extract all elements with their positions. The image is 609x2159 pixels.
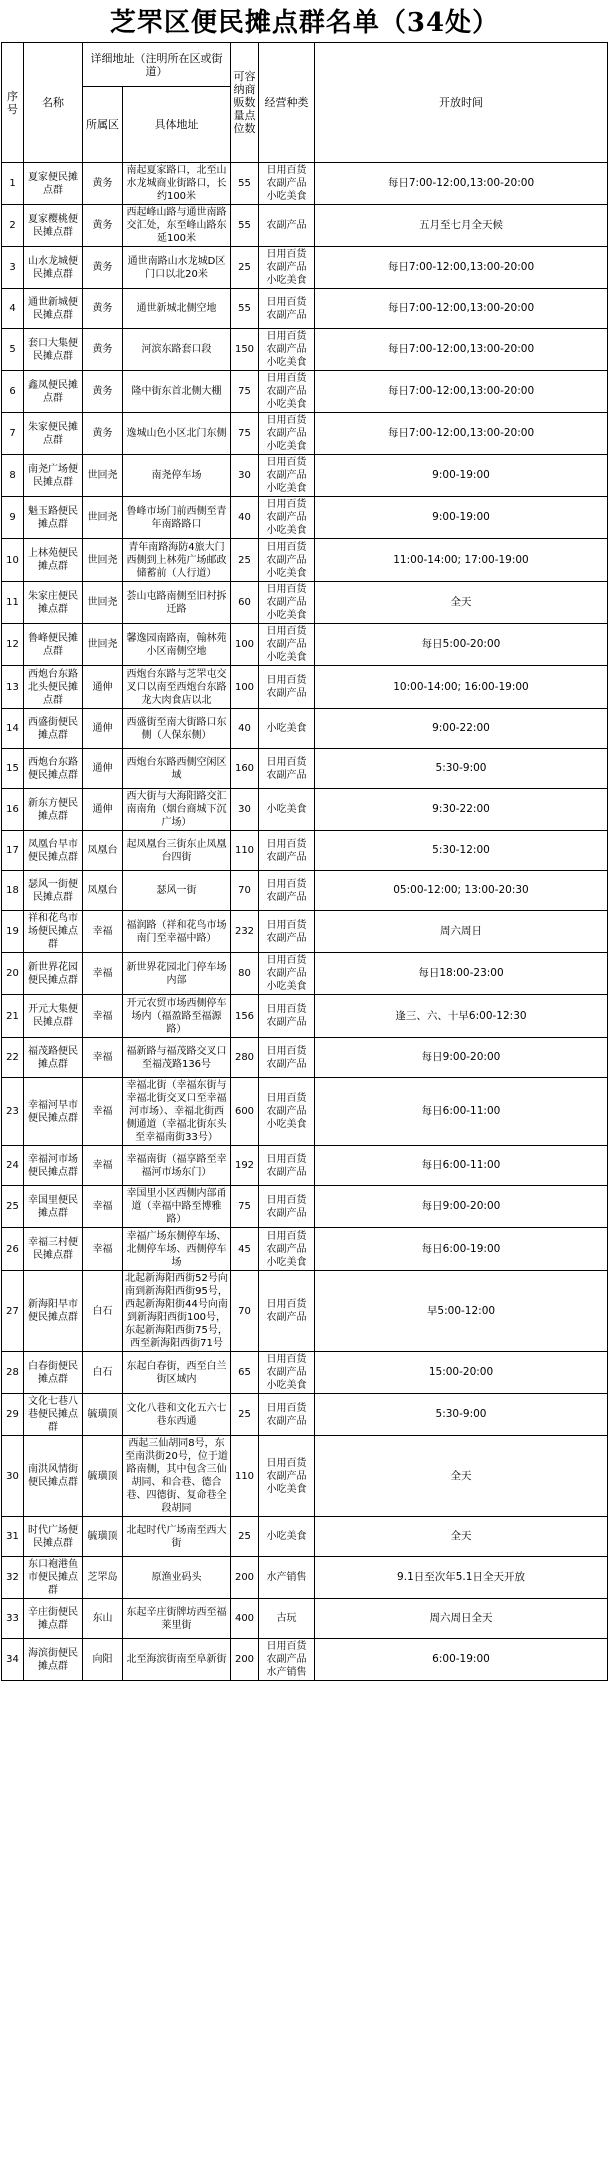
row-address: 福润路（祥和花鸟市场南门至幸福中路） [123, 911, 231, 953]
row-capacity: 150 [231, 329, 259, 371]
row-seq: 31 [2, 1517, 24, 1557]
row-district: 黄务 [83, 205, 123, 247]
row-district: 白石 [83, 1352, 123, 1394]
row-hours: 每日7:00-12:00,13:00-20:00 [315, 329, 608, 371]
table-row [2, 1517, 608, 1557]
row-goods: 日用百货 农副产品 小吃美食 [259, 953, 315, 995]
row-hours: 周六周日全天 [315, 1599, 608, 1639]
row-address: 原渔业码头 [123, 1557, 231, 1599]
row-address: 幸福北街（幸福东街与幸福北街交叉口至幸福河市场）、幸福北街西侧通道（幸福北街东头至幸福南街33号） [123, 1078, 231, 1146]
row-capacity: 30 [231, 789, 259, 831]
row-district: 通伸 [83, 666, 123, 709]
table-row [2, 953, 608, 995]
row-goods: 日用百货 农副产品 小吃美食 [259, 1436, 315, 1517]
row-name: 西炮台东路便民摊点群 [24, 749, 83, 789]
row-hours: 5:30-12:00 [315, 831, 608, 871]
row-seq: 20 [2, 953, 24, 995]
row-seq: 33 [2, 1599, 24, 1639]
row-seq: 4 [2, 289, 24, 329]
row-goods: 日用百货 农副产品 小吃美食 [259, 624, 315, 666]
row-seq: 5 [2, 329, 24, 371]
table-row [2, 1436, 608, 1517]
row-capacity: 110 [231, 1436, 259, 1517]
row-capacity: 100 [231, 624, 259, 666]
row-name: 福茂路便民摊点群 [24, 1038, 83, 1078]
row-hours: 15:00-20:00 [315, 1352, 608, 1394]
row-goods: 日用百货 农副产品 [259, 749, 315, 789]
row-address: 开元农贸市场西侧停车场内（福盈路至福源路） [123, 995, 231, 1038]
row-district: 通伸 [83, 749, 123, 789]
row-capacity: 160 [231, 749, 259, 789]
row-goods: 日用百货 农副产品 小吃美食 [259, 371, 315, 413]
row-hours: 9:00-19:00 [315, 455, 608, 497]
row-hours: 每日6:00-11:00 [315, 1146, 608, 1186]
row-goods: 日用百货 农副产品 [259, 1271, 315, 1352]
row-hours: 05:00-12:00; 13:00-20:30 [315, 871, 608, 911]
row-name: 东口袍港鱼市便民摊点群 [24, 1557, 83, 1599]
row-district: 世回尧 [83, 497, 123, 539]
row-capacity: 192 [231, 1146, 259, 1186]
table-row [2, 1186, 608, 1228]
row-district: 幸福 [83, 1078, 123, 1146]
table-row [2, 831, 608, 871]
table-row [2, 582, 608, 624]
row-seq: 1 [2, 163, 24, 205]
table-row [2, 911, 608, 953]
row-district: 幸福 [83, 1186, 123, 1228]
row-address: 通世新城北侧空地 [123, 289, 231, 329]
row-address: 东起白春街，西至白兰街区域内 [123, 1352, 231, 1394]
row-name: 西炮台东路北头便民摊点群 [24, 666, 83, 709]
row-address: 北起时代广场南至西大街 [123, 1517, 231, 1557]
row-district: 黄务 [83, 329, 123, 371]
table-row [2, 497, 608, 539]
row-address: 河滨东路套口段 [123, 329, 231, 371]
table-row [2, 789, 608, 831]
row-seq: 26 [2, 1228, 24, 1271]
row-address: 幸福南街（福享路至幸福河市场东门） [123, 1146, 231, 1186]
row-name: 鑫凤便民摊点群 [24, 371, 83, 413]
row-capacity: 25 [231, 539, 259, 582]
row-district: 凤凰台 [83, 871, 123, 911]
row-district: 毓璜顶 [83, 1436, 123, 1517]
row-district: 黄务 [83, 289, 123, 329]
row-name: 套口大集便民摊点群 [24, 329, 83, 371]
row-seq: 14 [2, 709, 24, 749]
row-address: 瑟风一街 [123, 871, 231, 911]
table-row [2, 371, 608, 413]
table-row [2, 413, 608, 455]
row-name: 幸福河早市便民摊点群 [24, 1078, 83, 1146]
row-district: 幸福 [83, 911, 123, 953]
row-seq: 18 [2, 871, 24, 911]
row-capacity: 100 [231, 666, 259, 709]
row-address: 南起夏家路口，北至山水龙城商业街路口，长约100米 [123, 163, 231, 205]
row-capacity: 80 [231, 953, 259, 995]
row-hours: 全天 [315, 582, 608, 624]
row-name: 夏家便民摊点群 [24, 163, 83, 205]
row-district: 芝罘岛 [83, 1557, 123, 1599]
row-seq: 11 [2, 582, 24, 624]
row-name: 辛庄街便民摊点群 [24, 1599, 83, 1639]
row-address: 逸城山色小区北门东侧 [123, 413, 231, 455]
row-seq: 16 [2, 789, 24, 831]
row-district: 通伸 [83, 789, 123, 831]
row-address: 西大街与大海阳路交汇南南角（烟台商城下沉广场） [123, 789, 231, 831]
table-row [2, 205, 608, 247]
row-goods: 水产销售 [259, 1557, 315, 1599]
row-district: 黄务 [83, 163, 123, 205]
row-goods: 日用百货 农副产品 [259, 1038, 315, 1078]
row-name: 凤凰台早市便民摊点群 [24, 831, 83, 871]
row-goods: 日用百货 农副产品 [259, 911, 315, 953]
row-address: 青年南路海防4旅大门西侧到上林苑广场邮政储蓄前（人行道） [123, 539, 231, 582]
row-district: 世回尧 [83, 624, 123, 666]
row-name: 朱家便民摊点群 [24, 413, 83, 455]
row-address: 北起新海阳西街52号向南到新海阳西街95号，西起新海阳街44号向南到新海阳西街100号，东起新海阳西街75号，西至新海阳西街71号 [123, 1271, 231, 1352]
row-goods: 日用百货 农副产品 小吃美食 [259, 247, 315, 289]
row-capacity: 75 [231, 1186, 259, 1228]
row-name: 南洪风情街便民摊点群 [24, 1436, 83, 1517]
row-goods: 日用百货 农副产品 小吃美食 [259, 539, 315, 582]
row-hours: 每日18:00-23:00 [315, 953, 608, 995]
row-district: 黄务 [83, 371, 123, 413]
row-goods: 日用百货 农副产品 水产销售 [259, 1639, 315, 1681]
table-row [2, 1639, 608, 1681]
row-name: 新世界花园便民摊点群 [24, 953, 83, 995]
row-seq: 25 [2, 1186, 24, 1228]
row-seq: 21 [2, 995, 24, 1038]
row-name: 海滨街便民摊点群 [24, 1639, 83, 1681]
table-row [2, 1394, 608, 1436]
row-capacity: 280 [231, 1038, 259, 1078]
row-hours: 每日7:00-12:00,13:00-20:00 [315, 289, 608, 329]
row-address: 西盛街至南大街路口东侧（人保东侧） [123, 709, 231, 749]
row-seq: 12 [2, 624, 24, 666]
row-district: 毓璜顶 [83, 1394, 123, 1436]
row-hours: 11:00-14:00; 17:00-19:00 [315, 539, 608, 582]
row-capacity: 45 [231, 1228, 259, 1271]
row-goods: 日用百货 农副产品 小吃美食 [259, 1228, 315, 1271]
row-district: 幸福 [83, 1146, 123, 1186]
row-name: 开元大集便民摊点群 [24, 995, 83, 1038]
row-seq: 17 [2, 831, 24, 871]
row-hours: 每日7:00-12:00,13:00-20:00 [315, 247, 608, 289]
row-hours: 每日6:00-19:00 [315, 1228, 608, 1271]
row-name: 上林苑便民摊点群 [24, 539, 83, 582]
row-seq: 15 [2, 749, 24, 789]
table-row [2, 624, 608, 666]
row-address: 通世南路山水龙城D区门口以北20米 [123, 247, 231, 289]
row-goods: 古玩 [259, 1599, 315, 1639]
header-capacity: 可容纳商贩数量点位数 [231, 43, 259, 163]
header-hours: 开放时间 [315, 43, 608, 163]
table-row [2, 666, 608, 709]
row-district: 黄务 [83, 247, 123, 289]
header-goods: 经营种类 [259, 43, 315, 163]
row-goods: 日用百货 农副产品 小吃美食 [259, 1352, 315, 1394]
row-address: 北至海滨街南至阜新街 [123, 1639, 231, 1681]
row-hours: 周六周日 [315, 911, 608, 953]
table-row [2, 1038, 608, 1078]
row-hours: 5:30-9:00 [315, 749, 608, 789]
row-address: 西起三仙胡同8号，东至南洪街20号，位于道路南侧，其中包含三仙胡同、和合巷、德合巷、四德街、复命巷全段胡同 [123, 1436, 231, 1517]
row-name: 文化七巷八巷便民摊点群 [24, 1394, 83, 1436]
row-capacity: 70 [231, 871, 259, 911]
header-name: 名称 [24, 43, 83, 163]
table-row [2, 709, 608, 749]
row-seq: 32 [2, 1557, 24, 1599]
row-hours: 9:30-22:00 [315, 789, 608, 831]
row-district: 黄务 [83, 413, 123, 455]
row-goods: 日用百货 农副产品 小吃美食 [259, 497, 315, 539]
row-district: 凤凰台 [83, 831, 123, 871]
row-capacity: 25 [231, 247, 259, 289]
table-row [2, 1228, 608, 1271]
row-goods: 小吃美食 [259, 789, 315, 831]
row-capacity: 25 [231, 1517, 259, 1557]
row-capacity: 600 [231, 1078, 259, 1146]
table-row [2, 1271, 608, 1352]
table-row [2, 749, 608, 789]
row-capacity: 200 [231, 1639, 259, 1681]
row-district: 毓璜顶 [83, 1517, 123, 1557]
row-seq: 8 [2, 455, 24, 497]
row-seq: 28 [2, 1352, 24, 1394]
row-address: 鲁峰市场门前西侧至青年南路路口 [123, 497, 231, 539]
row-hours: 每日6:00-11:00 [315, 1078, 608, 1146]
row-goods: 日用百货 农副产品 小吃美食 [259, 582, 315, 624]
table-row [2, 247, 608, 289]
row-hours: 逢三、六、十早6:00-12:30 [315, 995, 608, 1038]
row-seq: 13 [2, 666, 24, 709]
row-capacity: 400 [231, 1599, 259, 1639]
row-goods: 日用百货 农副产品 小吃美食 [259, 413, 315, 455]
table-row [2, 1557, 608, 1599]
row-hours: 五月至七月全天候 [315, 205, 608, 247]
row-goods: 日用百货 农副产品 [259, 1186, 315, 1228]
row-seq: 7 [2, 413, 24, 455]
row-capacity: 40 [231, 497, 259, 539]
row-capacity: 40 [231, 709, 259, 749]
row-district: 幸福 [83, 1228, 123, 1271]
row-goods: 小吃美食 [259, 1517, 315, 1557]
header-address: 详细地址（注明所在区或街道） [83, 43, 231, 87]
row-hours: 每日7:00-12:00,13:00-20:00 [315, 413, 608, 455]
row-name: 朱家庄便民摊点群 [24, 582, 83, 624]
row-capacity: 30 [231, 455, 259, 497]
row-capacity: 55 [231, 163, 259, 205]
row-goods: 日用百货 农副产品 [259, 1394, 315, 1436]
row-name: 白春街便民摊点群 [24, 1352, 83, 1394]
row-seq: 10 [2, 539, 24, 582]
table-row [2, 871, 608, 911]
row-seq: 6 [2, 371, 24, 413]
row-seq: 22 [2, 1038, 24, 1078]
row-name: 通世新城便民摊点群 [24, 289, 83, 329]
row-hours: 每日5:00-20:00 [315, 624, 608, 666]
row-capacity: 75 [231, 413, 259, 455]
row-name: 祥和花鸟市场便民摊点群 [24, 911, 83, 953]
row-goods: 日用百货 农副产品 [259, 995, 315, 1038]
header-specific-address: 具体地址 [123, 87, 231, 163]
row-hours: 9:00-22:00 [315, 709, 608, 749]
market-table [1, 42, 608, 1681]
row-hours: 每日7:00-12:00,13:00-20:00 [315, 163, 608, 205]
page-title: 芝罘区便民摊点群名单（34处） [109, 7, 500, 38]
row-address: 西炮台东路与芝罘屯交叉口以南至西炮台东路龙大肉食店以北 [123, 666, 231, 709]
row-name: 幸国里便民摊点群 [24, 1186, 83, 1228]
row-seq: 34 [2, 1639, 24, 1681]
table-row [2, 1599, 608, 1639]
row-address: 新世界花园北门停车场内部 [123, 953, 231, 995]
row-district: 向阳 [83, 1639, 123, 1681]
row-district: 幸福 [83, 953, 123, 995]
row-seq: 2 [2, 205, 24, 247]
row-address: 幸国里小区西侧内部甬道（幸福中路至博雅路） [123, 1186, 231, 1228]
row-district: 幸福 [83, 1038, 123, 1078]
row-district: 白石 [83, 1271, 123, 1352]
row-seq: 9 [2, 497, 24, 539]
row-seq: 24 [2, 1146, 24, 1186]
row-goods: 小吃美食 [259, 709, 315, 749]
row-district: 东山 [83, 1599, 123, 1639]
row-address: 隆中街东首北侧大棚 [123, 371, 231, 413]
row-capacity: 200 [231, 1557, 259, 1599]
row-address: 西起峰山路与通世南路交汇处，东至峰山路东延100米 [123, 205, 231, 247]
row-address: 南尧停车场 [123, 455, 231, 497]
table-row [2, 329, 608, 371]
row-goods: 日用百货 农副产品 [259, 871, 315, 911]
row-name: 新东方便民摊点群 [24, 789, 83, 831]
header-district: 所属区 [83, 87, 123, 163]
row-capacity: 60 [231, 582, 259, 624]
row-hours: 每日7:00-12:00,13:00-20:00 [315, 371, 608, 413]
row-goods: 日用百货 农副产品 [259, 831, 315, 871]
row-hours: 全天 [315, 1436, 608, 1517]
row-seq: 29 [2, 1394, 24, 1436]
row-address: 幸福广场东侧停车场、北侧停车场、西侧停车场 [123, 1228, 231, 1271]
table-row [2, 1146, 608, 1186]
table-row [2, 455, 608, 497]
row-hours: 全天 [315, 1517, 608, 1557]
row-name: 时代广场便民摊点群 [24, 1517, 83, 1557]
row-address: 文化八巷和文化五六七巷东西通 [123, 1394, 231, 1436]
header-seq: 序号 [2, 43, 24, 163]
row-address: 福新路与福茂路交叉口至福茂路136号 [123, 1038, 231, 1078]
row-capacity: 65 [231, 1352, 259, 1394]
row-seq: 23 [2, 1078, 24, 1146]
row-goods: 日用百货 农副产品 小吃美食 [259, 455, 315, 497]
row-name: 新海阳早市便民摊点群 [24, 1271, 83, 1352]
row-goods: 日用百货 农副产品 小吃美食 [259, 163, 315, 205]
row-address: 荟山屯路南侧至旧村拆迁路 [123, 582, 231, 624]
table-row [2, 289, 608, 329]
row-capacity: 55 [231, 205, 259, 247]
row-goods: 日用百货 农副产品 [259, 1146, 315, 1186]
row-seq: 27 [2, 1271, 24, 1352]
row-goods: 日用百货 农副产品 小吃美食 [259, 329, 315, 371]
row-capacity: 232 [231, 911, 259, 953]
row-address: 馨逸园南路南，翰林苑小区南侧空地 [123, 624, 231, 666]
row-hours: 每日9:00-20:00 [315, 1186, 608, 1228]
row-address: 西炮台东路西侧空闲区域 [123, 749, 231, 789]
table-row [2, 1352, 608, 1394]
row-capacity: 110 [231, 831, 259, 871]
row-capacity: 75 [231, 371, 259, 413]
row-name: 鲁峰便民摊点群 [24, 624, 83, 666]
row-capacity: 156 [231, 995, 259, 1038]
row-capacity: 55 [231, 289, 259, 329]
row-district: 世回尧 [83, 582, 123, 624]
row-goods: 农副产品 [259, 205, 315, 247]
row-goods: 日用百货 农副产品 小吃美食 [259, 1078, 315, 1146]
row-district: 幸福 [83, 995, 123, 1038]
row-goods: 日用百货 农副产品 [259, 666, 315, 709]
row-hours: 6:00-19:00 [315, 1639, 608, 1681]
row-name: 幸福三村便民摊点群 [24, 1228, 83, 1271]
row-name: 瑟风一街便民摊点群 [24, 871, 83, 911]
row-hours: 9.1日至次年5.1日全天开放 [315, 1557, 608, 1599]
row-name: 夏家樱桃便民摊点群 [24, 205, 83, 247]
row-goods: 日用百货 农副产品 [259, 289, 315, 329]
table-row [2, 539, 608, 582]
row-hours: 早5:00-12:00 [315, 1271, 608, 1352]
row-hours: 9:00-19:00 [315, 497, 608, 539]
row-district: 世回尧 [83, 539, 123, 582]
row-hours: 10:00-14:00; 16:00-19:00 [315, 666, 608, 709]
row-capacity: 25 [231, 1394, 259, 1436]
row-capacity: 70 [231, 1271, 259, 1352]
row-district: 通伸 [83, 709, 123, 749]
row-address: 起凤凰台三街东止凤凰台四街 [123, 831, 231, 871]
row-name: 魁玉路便民摊点群 [24, 497, 83, 539]
row-name: 幸福河市场便民摊点群 [24, 1146, 83, 1186]
row-seq: 19 [2, 911, 24, 953]
table-row [2, 163, 608, 205]
row-name: 南尧广场便民摊点群 [24, 455, 83, 497]
table-row [2, 995, 608, 1038]
row-name: 西盛街便民摊点群 [24, 709, 83, 749]
row-district: 世回尧 [83, 455, 123, 497]
row-address: 东起辛庄街牌坊西至福莱里街 [123, 1599, 231, 1639]
table-row [2, 1078, 608, 1146]
row-seq: 3 [2, 247, 24, 289]
row-hours: 5:30-9:00 [315, 1394, 608, 1436]
row-seq: 30 [2, 1436, 24, 1517]
row-name: 山水龙城便民摊点群 [24, 247, 83, 289]
row-hours: 每日9:00-20:00 [315, 1038, 608, 1078]
